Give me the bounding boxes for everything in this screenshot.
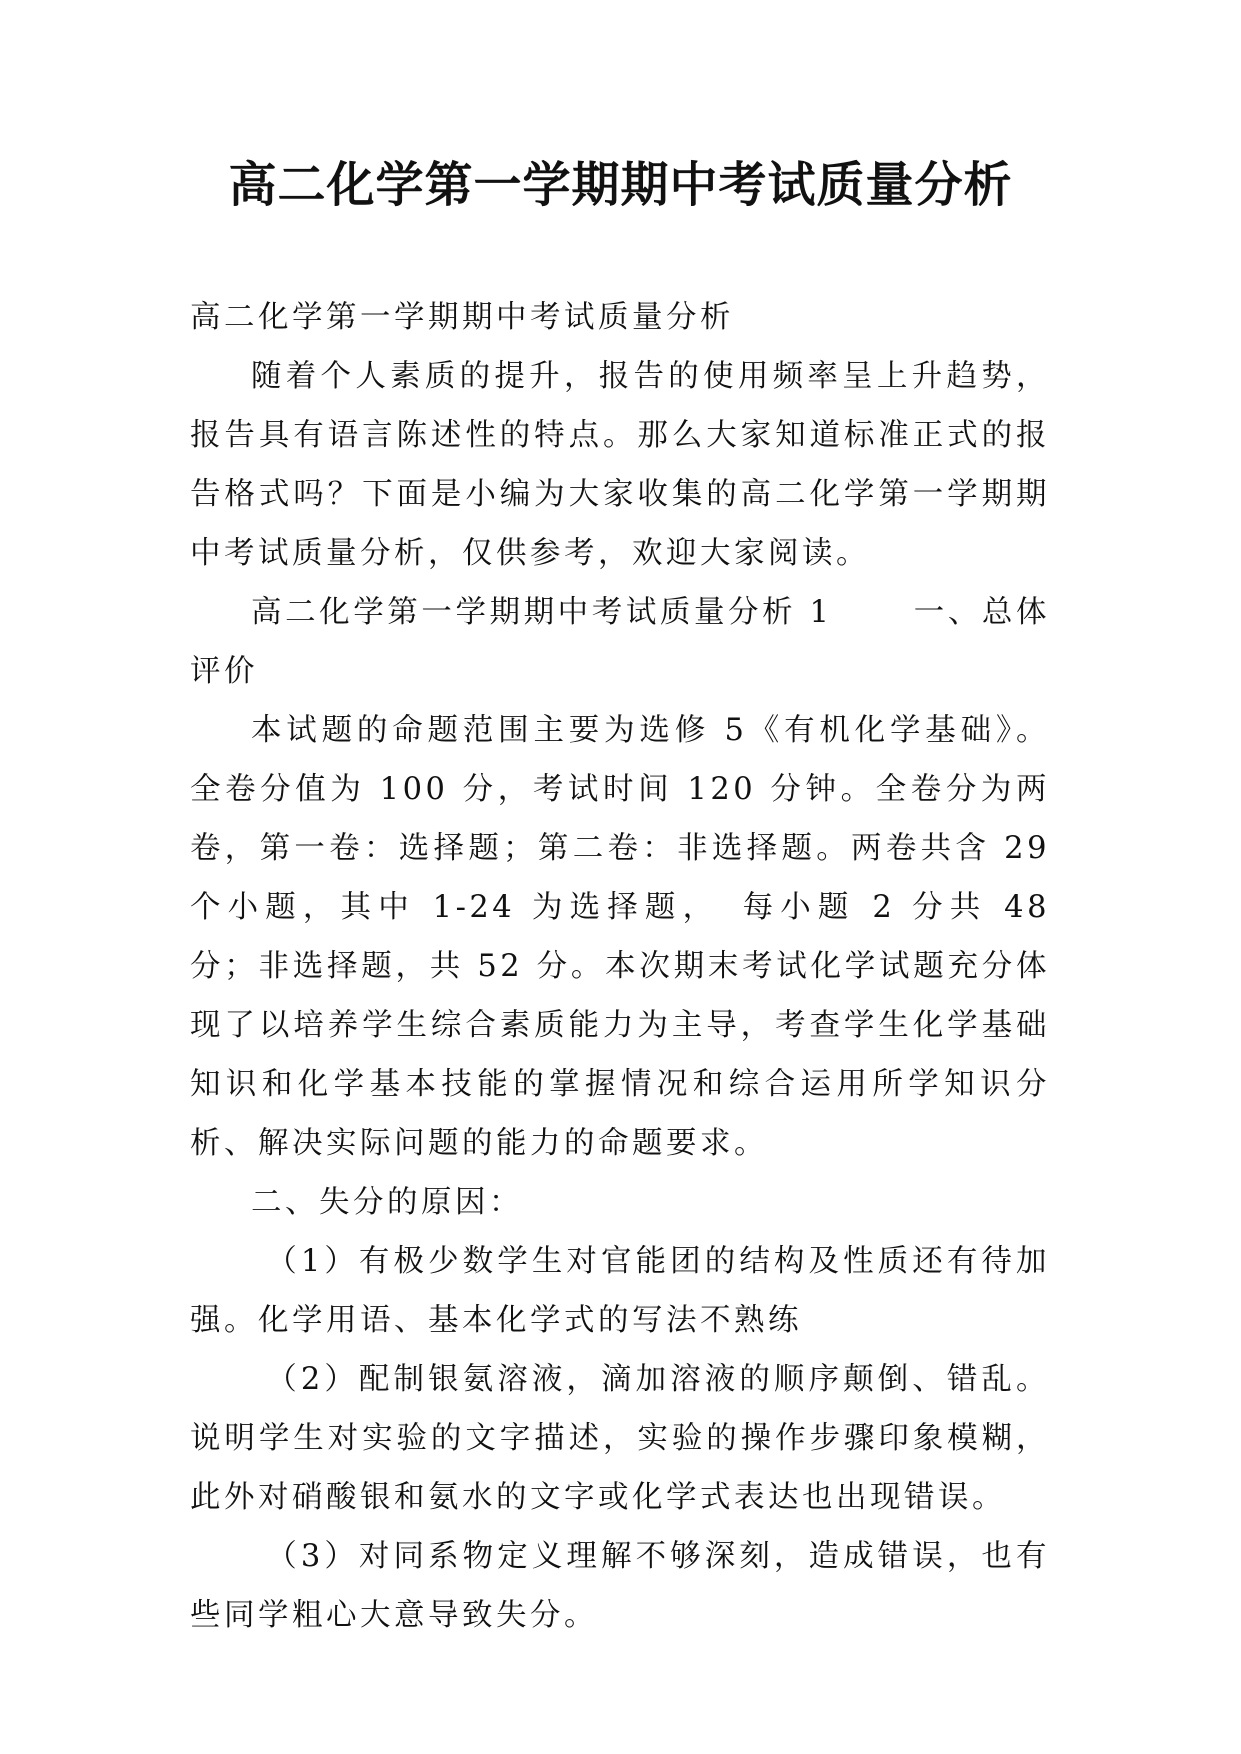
paragraph-reason-3: （3）对同系物定义理解不够深刻，造成错误，也有些同学粗心大意导致失分。 xyxy=(190,1539,1050,1633)
paragraph-heading: 高二化学第一学期期中考试质量分析 xyxy=(190,300,734,335)
paragraph-intro: 随着个人素质的提升，报告的使用频率呈上升趋势，报告具有语言陈述性的特点。那么大家知道标准正式的报告格式吗？下面是小编为大家收集的高二化学第一学期期中考试质量分析，仅供参考，欢迎大家阅读。 xyxy=(190,359,1050,571)
paragraph-overall-evaluation: 本试题的命题范围主要为选修 5《有机化学基础》。全卷分值为 100 分，考试时间 120 分钟。全卷分为两卷，第一卷：选择题；第二卷：非选择题。两卷共含 29 个小题，其中 1-24 为选择题， 每小题 2 分共 48 分；非选择题，共 52 分。本次期末考试化学试题充分体现了以培养学生综合素质能力为主导，考查学生化学基础知识和化学基本技能的掌握情况和综合运用所学知识分析、解决实际问题的能力的命题要求。 xyxy=(190,713,1050,1161)
document-body xyxy=(190,288,1050,1645)
paragraph-reason-2: （2）配制银氨溶液，滴加溶液的顺序颠倒、错乱。说明学生对实验的文字描述，实验的操作步骤印象模糊，此外对硝酸银和氨水的文字或化学式表达也出现错误。 xyxy=(190,1362,1050,1515)
paragraph-section-title: 高二化学第一学期期中考试质量分析 1 一、总体评价 xyxy=(190,595,1050,689)
document-title: 高二化学第一学期期中考试质量分析 xyxy=(228,157,1013,213)
paragraph-loss-reasons-heading: 二、失分的原因： xyxy=(251,1185,523,1220)
paragraph-reason-1: （1）有极少数学生对官能团的结构及性质还有待加强。化学用语、基本化学式的写法不熟练 xyxy=(190,1244,1050,1338)
